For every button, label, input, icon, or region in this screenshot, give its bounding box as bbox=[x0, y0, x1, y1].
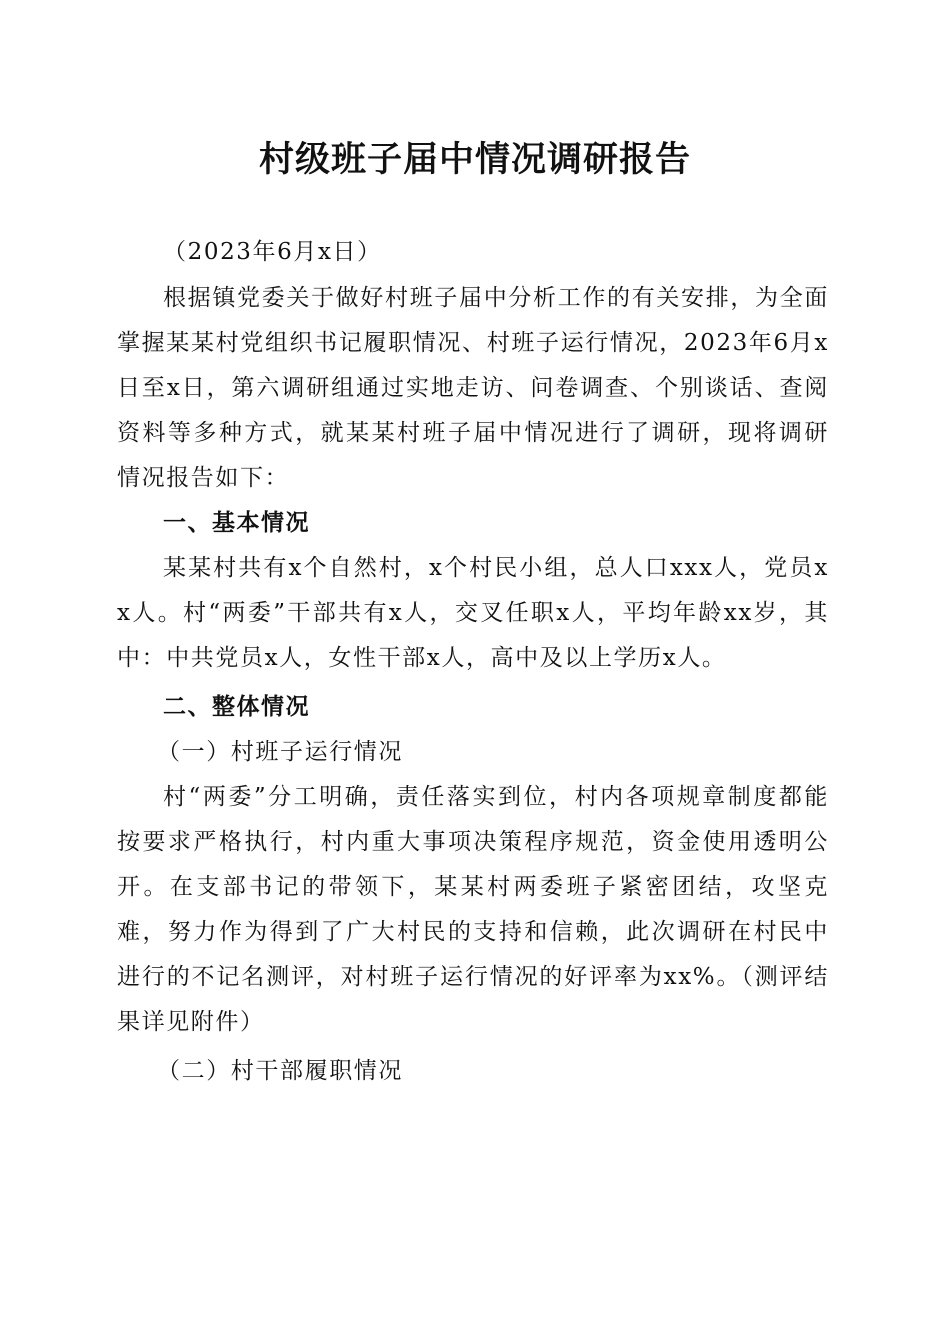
date-line: （2023年6月x日） bbox=[163, 239, 382, 265]
subsection-heading-duty: （二）村干部履职情况 bbox=[157, 1058, 403, 1084]
section-heading-basic: 一、基本情况 bbox=[163, 510, 310, 536]
operation-paragraph: 村“两委”分工明确，责任落实到位，村内各项规章制度都能按要求严格执行，村内重大事项决策程序规范，资金使用透明公开。在支部书记的带领下，某某村两委班子紧密团结，攻坚克难，努力作为得到了广大村民的支持和信赖，此次调研在村民中进行的不记名测评，对村班子运行情况的好评率为xx%。（测评结果详见附件） bbox=[117, 784, 829, 1035]
intro-paragraph: 根据镇党委关于做好村班子届中分析工作的有关安排，为全面掌握某某村党组织书记履职情况、村班子运行情况，2023年6月x日至x日，第六调研组通过实地走访、问卷调查、个别谈话、查阅资料等多种方式，就某某村班子届中情况进行了调研，现将调研情况报告如下： bbox=[117, 285, 829, 491]
subsection-heading-operation: （一）村班子运行情况 bbox=[157, 739, 403, 765]
section-heading-overall: 二、整体情况 bbox=[163, 694, 310, 720]
document-body bbox=[117, 230, 829, 1094]
basic-info-paragraph: 某某村共有x个自然村，x个村民小组，总人口xxx人，党员xx人。村“两委”干部共有x人，交叉任职x人，平均年龄xx岁，其中：中共党员x人，女性干部x人，高中及以上学历x人。 bbox=[117, 555, 829, 671]
document-title: 村级班子届中情况调研报告 bbox=[258, 139, 691, 180]
